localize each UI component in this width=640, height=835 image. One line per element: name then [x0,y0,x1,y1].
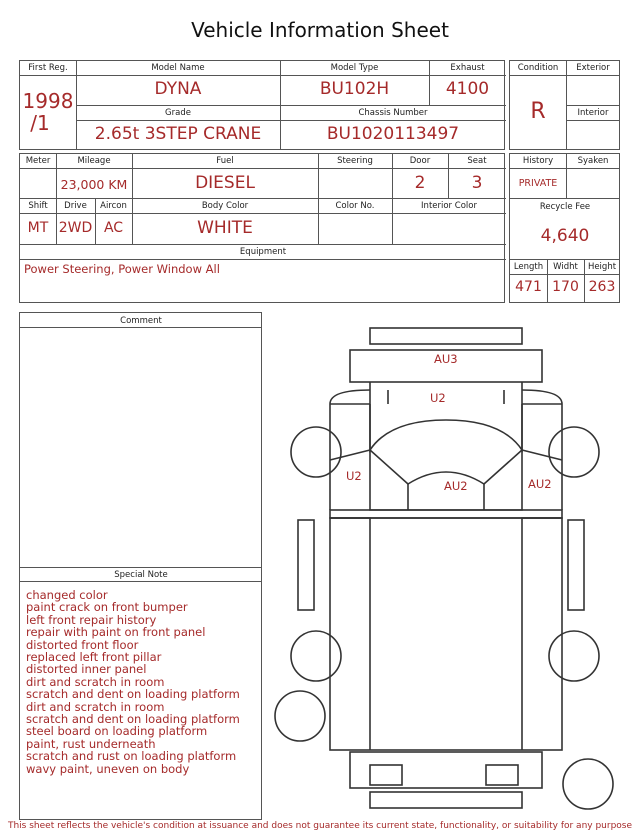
special-note-item: wavy paint, uneven on body [26,761,190,776]
syaken-label: Syaken [577,156,609,166]
special-note-item: repair with paint on front panel [26,625,206,640]
mark-left-front: U2 [346,469,362,483]
special-note-item: distorted inner panel [26,662,147,677]
body-color-value: WHITE [197,218,253,238]
front-right-wheel [549,427,599,477]
drive-value: 2WD [58,220,93,236]
special-note-item: scratch and rust on loading platform [26,749,237,764]
special-note-item: left front repair history [26,612,157,627]
drive-label: Drive [64,201,87,211]
rear-light-left [370,765,402,785]
height-value: 263 [588,279,616,295]
special-note-item: dirt and scratch in room [26,674,165,689]
length-label: Length [513,262,544,272]
first-reg-year: 1998 [22,89,74,113]
special-note-item: steel board on loading platform [26,724,208,739]
specs-panel [19,153,505,303]
recycle-fee-value: 4,640 [540,226,590,246]
history-value: PRIVATE [518,178,558,189]
rear-left-wheel-1 [291,631,341,681]
loading-platform [330,518,562,750]
special-note-item: paint, rust underneath [26,736,156,751]
mark-front-bumper: AU3 [434,352,458,366]
first-reg-label: First Reg. [28,63,68,73]
model-type-label: Model Type [330,63,379,73]
cab-corner-curves [330,390,562,404]
model-name-value: DYNA [154,79,202,99]
equipment-value: Power Steering, Power Window All [24,262,220,276]
interior-color-label: Interior Color [421,201,477,211]
history-panel [509,153,620,303]
condition-panel [509,60,620,150]
right-side-rail [568,520,584,610]
length-value: 471 [515,279,542,295]
disclaimer-footer: This sheet reflects the vehicle's condition at issuance and does not guarantee its current state, functionality, or suitability for any purpose [7,821,633,831]
interior-label: Interior [577,108,609,118]
condition-value: R [530,99,546,124]
meter-label: Meter [25,156,51,166]
mark-hood: U2 [430,391,446,405]
mileage-label: Mileage [77,156,111,166]
seat-value: 3 [471,173,483,193]
seat-label: Seat [467,156,487,166]
chassis-number-label: Chassis Number [358,108,428,118]
rear-right-wheel-1 [549,631,599,681]
door-label: Door [409,156,431,166]
special-note-label: Special Note [114,570,168,580]
rear-step [370,792,522,808]
exhaust-value: 4100 [445,79,490,99]
mark-right-front: AU2 [528,477,552,491]
width-label: Widht [553,262,578,272]
special-note-item: replaced left front pillar [26,650,162,665]
page-title: Vehicle Information Sheet [191,18,449,42]
shift-value: MT [27,220,49,236]
mileage-value: 23,000 KM [60,177,128,192]
fuel-label: Fuel [216,156,234,166]
hood [370,404,522,450]
special-note-item: scratch and dent on loading platform [26,687,240,702]
special-note-list [26,589,240,775]
history-label: History [522,156,554,166]
door-lines [330,450,562,460]
special-note-item: scratch and dent on loading platform [26,712,240,727]
aircon-value: AC [103,220,124,236]
spare-wheel [563,759,613,809]
mark-windshield-area: AU2 [444,479,468,493]
grade-label: Grade [165,108,191,118]
shift-label: Shift [28,201,48,211]
first-reg-month: /1 [30,111,50,135]
model-type-value: BU102H [319,79,390,99]
comment-label: Comment [120,316,162,326]
mirror-posts [388,390,504,404]
width-value: 170 [552,279,579,295]
color-no-label: Color No. [335,201,375,211]
aircon-label: Aircon [100,201,127,211]
vehicle-damage-diagram [270,320,630,815]
special-note-item: changed color [26,588,108,602]
steering-label: Steering [337,156,373,166]
equipment-label: Equipment [239,247,287,257]
special-note-item: dirt and scratch in room [26,699,165,714]
condition-label: Condition [517,63,559,73]
bed-inner-rails [330,518,562,750]
model-name-label: Model Name [151,63,205,73]
comment-panel [19,312,262,820]
grade-value: 2.65t 3STEP CRANE [94,124,262,144]
registration-panel [19,60,505,150]
rear-light-right [486,765,518,785]
recycle-fee-label: Recycle Fee [539,202,591,212]
door-value: 2 [414,173,426,193]
bed-front-rail [330,510,562,518]
fuel-value: DIESEL [195,173,255,193]
exterior-label: Exterior [576,63,610,73]
chassis-number-value: BU1020113497 [326,124,460,144]
rear-bumper [350,752,542,788]
height-label: Height [587,262,617,272]
front-bumper-top [370,328,522,344]
front-left-wheel [291,427,341,477]
left-side-rail [298,520,314,610]
body-color-label: Body Color [201,201,249,211]
special-note-item: distorted front floor [26,637,139,652]
special-note-item: paint crack on front bumper [26,600,188,615]
rear-left-wheel-2 [275,691,325,741]
exhaust-label: Exhaust [450,63,485,73]
